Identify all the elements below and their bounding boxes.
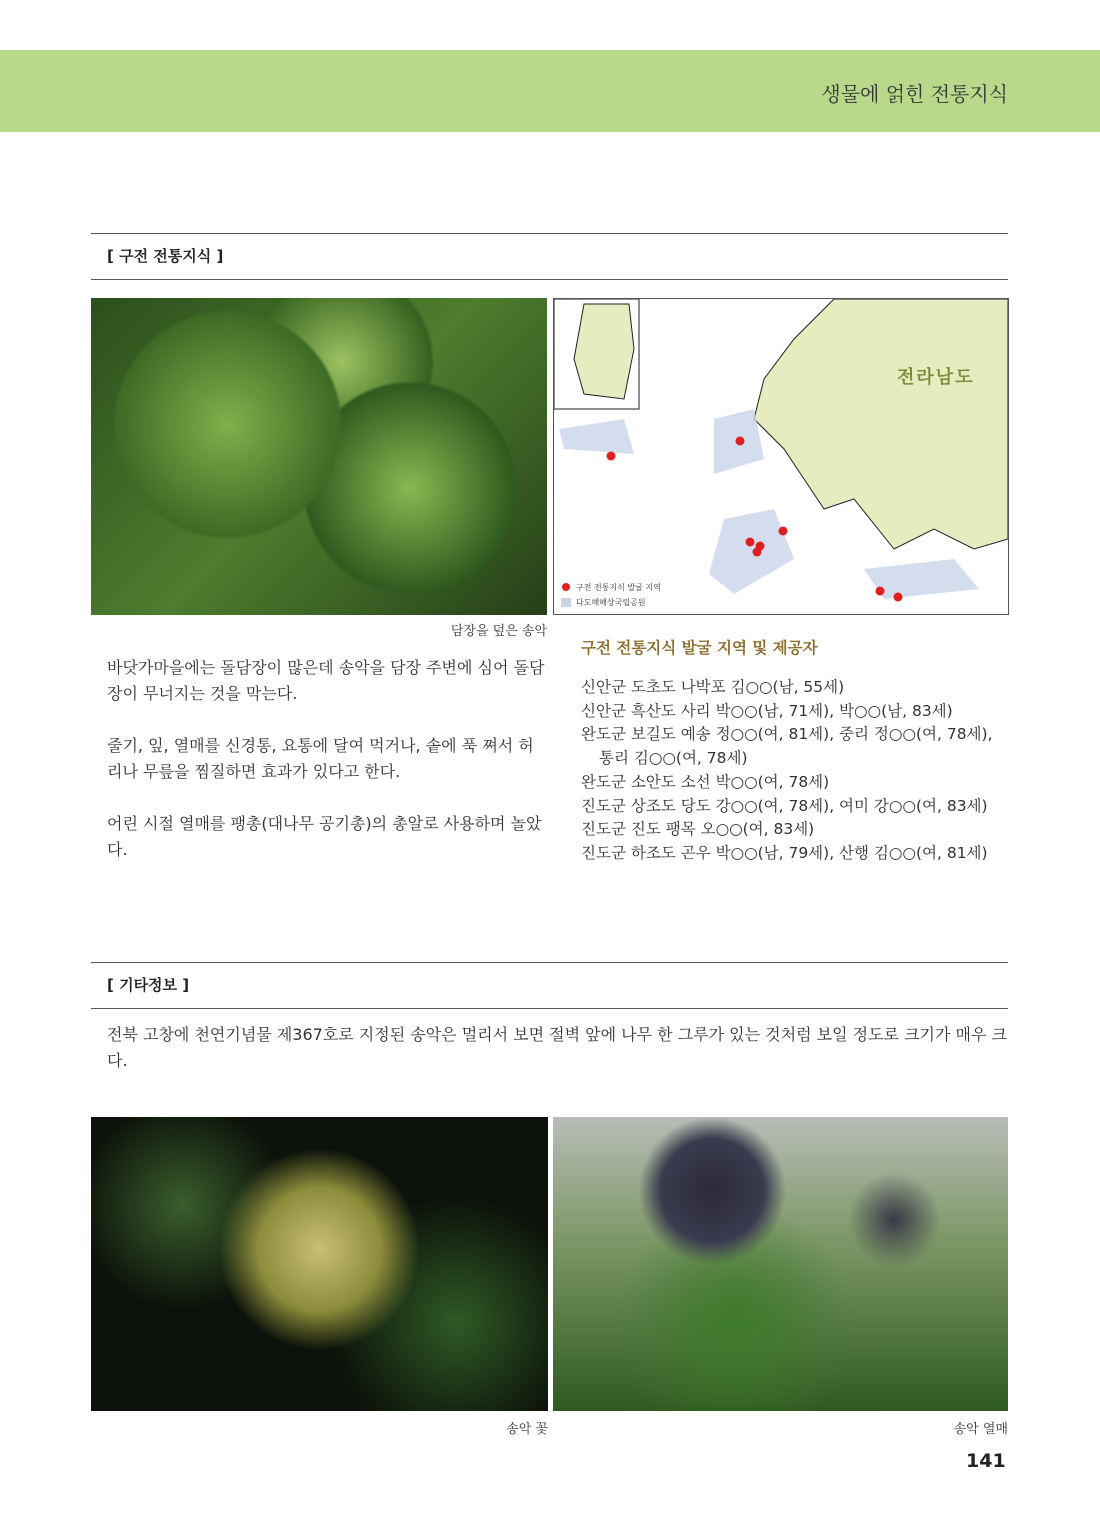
divider <box>91 279 1008 280</box>
provider-item: 진도군 하조도 곤우 박○○(남, 79세), 산행 김○○(여, 81세) <box>581 843 988 862</box>
paragraph: 어린 시절 열매를 팽총(대나무 공기총)의 총알로 사용하며 놀았다. <box>107 814 542 859</box>
map-region-label: 전라남도 <box>897 367 975 388</box>
photo-caption: 송악 꽃 <box>506 1422 548 1437</box>
provider-item: 완도군 소안도 소선 박○○(여, 78세) <box>581 772 830 791</box>
provider-item: 신안군 흑산도 사리 박○○(남, 71세), 박○○(남, 83세) <box>581 701 953 720</box>
legend-national-park: 다도해해상국립공원 <box>576 598 646 607</box>
photo-caption: 담장을 덮은 송악 <box>450 624 547 639</box>
providers-heading: 구전 전통지식 발굴 지역 및 제공자 <box>581 639 818 657</box>
paragraph: 줄기, 잎, 열매를 신경통, 요통에 달여 먹거나, 솥에 푹 쪄서 허리나 무릎을 찜질하면 효과가 있다고 한다. <box>107 736 534 781</box>
divider <box>91 962 1008 963</box>
divider <box>91 233 1008 234</box>
divider <box>91 1008 1008 1009</box>
page-number: 141 <box>966 1450 1006 1472</box>
photo-caption: 송악 열매 <box>953 1422 1008 1437</box>
ivy-wall-photo <box>91 298 547 615</box>
distribution-map <box>553 298 1009 615</box>
ivy-berry-photo <box>553 1117 1008 1411</box>
providers-list <box>581 676 993 866</box>
section-heading: [ 기타정보 ] <box>107 976 190 994</box>
paragraph: 전북 고창에 천연기념물 제367호로 지정된 송악은 멀리서 보면 절벽 앞에 나무 한 그루가 있는 것처럼 보일 정도로 크기가 매우 크다. <box>107 1025 1007 1070</box>
ivy-flower-photo <box>91 1117 548 1411</box>
legend-excavation-site: 구전 전통지식 발굴 지역 <box>576 583 661 592</box>
provider-item: 신안군 도초도 나박포 김○○(남, 55세) <box>581 678 845 696</box>
section-heading: [ 구전 전통지식 ] <box>107 247 224 265</box>
provider-item: 진도군 상조도 당도 강○○(여, 78세), 여미 강○○(여, 83세) <box>581 796 988 815</box>
paragraph: 바닷가마을에는 돌담장이 많은데 송악을 담장 주변에 심어 돌담장이 무너지는 것을 막는다. <box>107 658 545 703</box>
provider-item: 진도군 진도 팽목 오○○(여, 83세) <box>581 820 815 839</box>
provider-item: 완도군 보길도 예송 정○○(여, 81세), 중리 정○○(여, 78세), <box>581 725 993 744</box>
chapter-title: 생물에 얽힌 전통지식 <box>821 82 1008 106</box>
provider-item: 통리 김○○(여, 78세) <box>599 749 748 768</box>
